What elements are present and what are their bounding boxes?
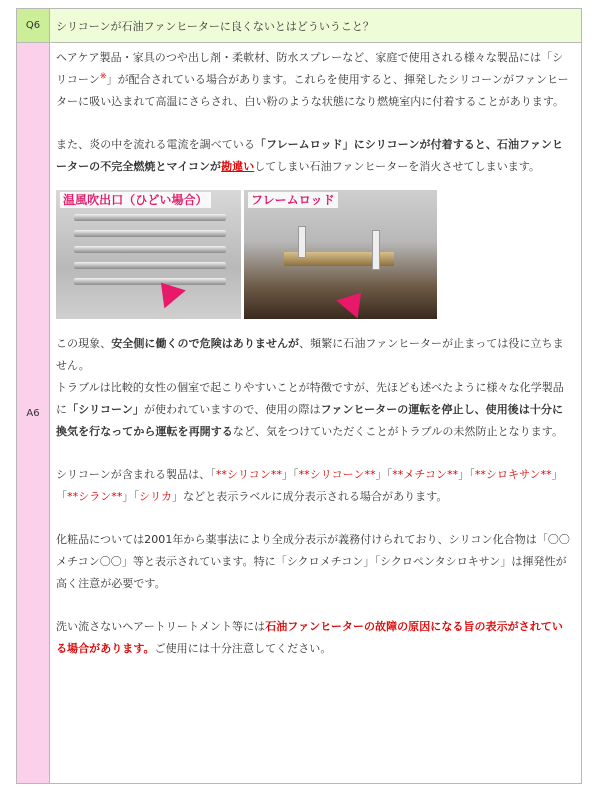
- bold-text: ファンヒーターの運転を停止し、使用後は十分に換気を行なってから運転を再開する: [56, 403, 564, 438]
- flame-rod: [372, 230, 380, 270]
- answer-body: [50, 43, 582, 784]
- emphasis-text: 勘違い: [221, 160, 255, 173]
- keyword-text: **シリコーン**: [298, 468, 376, 481]
- text-span: トラブルは比較的女性の個室で起こりやすいことが特徴ですが、先ほども述べたように様々な化学製品に: [56, 381, 564, 416]
- text-span: 」「: [282, 468, 299, 481]
- keyword-text: **シラン**: [67, 490, 123, 503]
- photo-rod-panel: [244, 190, 437, 319]
- question-text: シリコーンが石油ファンヒーターに良くないとはどういうこと？: [50, 9, 582, 43]
- warning-text: 石油ファンヒーターの故障の原因になる旨の表示がされている場合があります。: [56, 620, 563, 655]
- text-span: シリコーンが含まれる製品は、「: [56, 468, 216, 481]
- text-span: が使われていますので、使用の際は: [143, 403, 321, 416]
- answer-paragraph-2: [56, 134, 571, 178]
- grille-slat: [74, 230, 226, 237]
- text-span: ご使用には十分注意してください。: [154, 642, 332, 655]
- flame-rod: [298, 226, 306, 258]
- heater-photo: [56, 190, 437, 319]
- text-span: ヘアケア製品・家具のつや出し剤・柔軟材、防水スプレーなど、家庭で使用される様々な製品には「シリコーン: [56, 51, 564, 86]
- footnote-mark: ※: [99, 71, 107, 81]
- question-label: Q6: [17, 9, 50, 43]
- photo-label-outlet: 温風吹出口（ひどい場合）: [60, 192, 211, 208]
- qa-table: [16, 8, 582, 784]
- text-span: この現象、: [56, 337, 112, 350]
- text-span: また、炎の中を流れる電流を調べている: [56, 138, 255, 151]
- bold-text: 「フレームロッド」にシリコーンが付着すると、石油ファンヒーターの不完全燃焼とマイコンが: [56, 138, 563, 173]
- answer-paragraph-1: [56, 47, 571, 113]
- text-span: してしまい石油ファンヒーターを消火させてしまいます。: [254, 160, 541, 173]
- spacer: [56, 443, 571, 464]
- answer-paragraph-5: [56, 464, 571, 508]
- grille-slat: [74, 246, 226, 253]
- text-span: 」「: [122, 490, 140, 503]
- photo-outlet-panel: [56, 190, 241, 319]
- keyword-text: シリカ: [139, 490, 173, 503]
- text-span: 」「: [458, 468, 475, 481]
- answer-paragraph-3: [56, 333, 571, 377]
- answer-paragraph-4: [56, 377, 571, 443]
- answer-paragraph-6: 化粧品については2001年から薬事法により全成分表示が義務付けられており、シリコン化合物は「〇〇メチコン〇〇」等と表示されています。特に「シクロメチコン」「シクロペンタシロキサン」は揮発性が高く注意が必要です。: [56, 533, 570, 590]
- text-span: 、頻繁に石油ファンヒーターが止まっては役に立ちません。: [56, 337, 564, 372]
- text-span: 」などと表示ラベルに成分表示される場合があります。: [172, 490, 448, 503]
- keyword-text: **メチコン**: [392, 468, 459, 481]
- text-span: 洗い流さないヘアートリートメント等には: [56, 620, 266, 633]
- text-span: など、気をつけていただくことがトラブルの未然防止となります。: [232, 425, 563, 438]
- answer-label: A6: [17, 43, 50, 784]
- grille-slat: [74, 262, 226, 269]
- spacer: [56, 508, 571, 529]
- bold-text: 「シリコーン」: [67, 403, 144, 416]
- spacer: [56, 595, 571, 616]
- pointer-arrow-icon: [336, 284, 372, 319]
- bold-text: 安全側に働くので危険はありませんが: [111, 337, 300, 350]
- photo-label-rod: フレームロッド: [248, 192, 338, 208]
- text-span: 」「: [56, 468, 563, 503]
- keyword-text: **シロキサン**: [474, 468, 552, 481]
- answer-paragraph-7: [56, 616, 571, 660]
- grille-slat: [74, 214, 226, 221]
- spacer: [56, 113, 571, 134]
- grille-slat: [74, 278, 226, 285]
- text-span: 」「: [375, 468, 393, 481]
- text-span: 」が配合されている場合があります。これらを使用すると、揮発したシリコーンがファンヒーターに吸い込まれて高温にさらされ、白い粉のような状態になり燃焼室内に付着することがあります。: [56, 73, 569, 108]
- keyword-text: **シリコン**: [215, 468, 282, 481]
